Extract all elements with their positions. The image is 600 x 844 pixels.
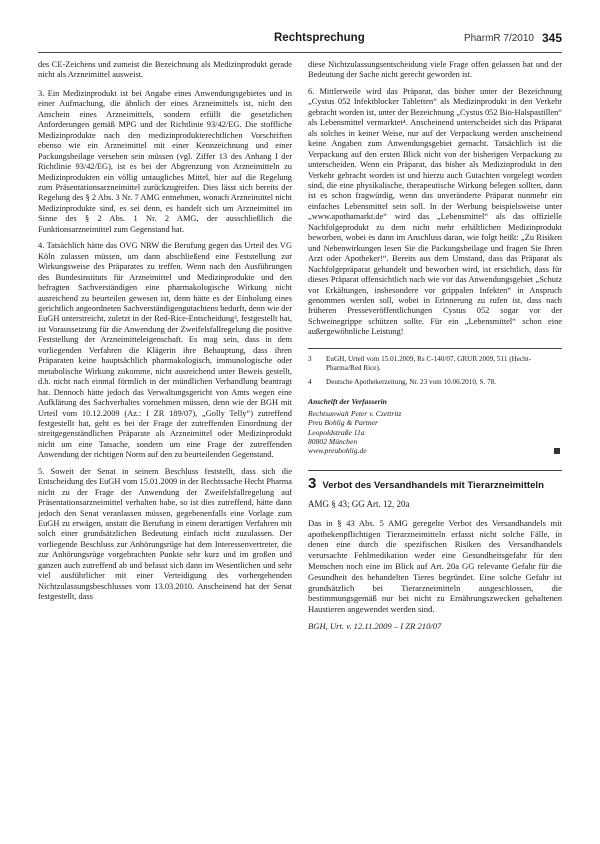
author-city: 80802 München	[308, 437, 358, 447]
author-firm: Preu Bohlig & Partner	[308, 418, 378, 428]
paragraph: diese Nichtzulassungsentscheidung viele Frage offen gelassen hat und der Bedeutung der Sache nicht gerecht geworden ist.	[308, 60, 562, 80]
page-number: 345	[541, 31, 562, 45]
author-street: Leopoldstraße 11a	[308, 427, 365, 437]
paragraph: 6. Mittlerweile wird das Präparat, das bisher unter der Bezeichnung „Cystus 052 Infektblocker Tabletten“ als Medizinprodukt in den Verkehr gebracht worden ist, unter der Bezeichnung „Cystus 052 Bio-Halspastillen“ als Lebensmittel vermarktet⁴. Anscheinend unterscheidet sich das Präparat als solches in keiner Weise, nur auf der Verpackung werden anscheinend keine Angaben zum Anwendungsgebiet gemacht. Tatsächlich ist die Verpackung auf den ersten Blick nicht von der bisherigen Verpackung zu unterscheiden. Wenn ein Präparat, das bisher als Medizinprodukt in den Verkehr gebracht worden ist und hierzu auch Gutachten vorgelegt worden sind, die eine physikalische, therapeutische Wirkung belegen sollten, dann ist es schon fragwürdig, wenn das unveränderte Präparat nunmehr ein einfaches Lebensmittel sein soll. In der Werbung beispielsweise unter „www.apothamarkt.de“ wird das „Lebensmittel“ als das offizielle Nachfolgeprodukt zu dem nicht mehr erhältlichen Medizinprodukt beworben, wobei es dann im Anschluss daran, wie folgt heißt: „Zu Risiken und Nebenwirkungen lesen Sie die Packungsbeilage und fragen Sie Ihren Arzt oder Apotheker!“. Bereits aus dem Umstand, dass das Präparat als Nachfolgepräparat gehandelt und beworben wird, ist ersichtlich, dass für dieses Präparat offensichtlich nach wie vor das Anwendungsgebiet „Schutz vor Erkältungen, insbesondere vor grippalen Infekten“ in Anspruch genommen werden soll, wobei in Erinnerung zu rufen ist, dass nach früheren Presseveröffentlichungen Cystus 052 sogar vor der Schweinegrippe schützen sollte. Für ein „Lebensmittel“ schon eine außergewöhnliche Leistung!	[308, 86, 562, 337]
article-number: 3	[308, 474, 317, 492]
paragraph: 3. Ein Medizinprodukt ist bei Angabe eines Anwendungsgebietes und in einer Aufmachung, die ähnlich der eines Arzneimittels ist, nicht den Anschein eines Arzneimittels, sondern erfüllt die gesetzlichen Anforderungen gemäß MPG und der Richtlinie 93/42/EG. Die stoffliche Medizinprodukte nach den medizinprodukterechtlichen Vorschriften ebenso wie ein Arzneimittel mit einer Kennzeichnung und einer Packungsbeilage versehen sein müssen (vgl. Ziffer 13 des Anhang I der Richtlinie 93/42/EG), ist es bei der Abgrenzung von Arzneimitteln zu Medizinprodukten ein völlig untaugliches Mittel, hier auf die Regelung zum Präsentationsarzneimittel zurückzugreifen. Dies lässt sich bereits der Regelung des § 2 Abs. 3 Nr. 7 AMG entnehmen, wonach Arzneimittel nicht Medizinprodukte sind, es sei denn, es handelt sich um Arzneimittel im Sinne des § 2 Abs. 1 Nr. 2 AMG, der ausschließlich die Funktionsarzneimittel zum Gegenstand hat.	[38, 88, 292, 234]
right-column	[308, 60, 562, 631]
article-heading	[308, 470, 562, 491]
journal-issue: PharmR 7/2010	[463, 33, 534, 44]
footnote-number: 3	[308, 354, 312, 363]
section-title: Rechtsprechung	[274, 32, 365, 44]
footnote	[308, 355, 562, 373]
author-website: www.preubohlig.de	[308, 446, 367, 456]
paragraph: 5. Soweit der Senat in seinem Beschluss feststellt, dass sich die Entscheidung des EuGH vom 15.01.2009 in der Rechtssache Hecht Pharma nicht zu der Frage der Anwendung der Zweifelsfallregelung auf Präsentationsarzneimittel verhalten habe, so ist dies zutreffend, hätte dann jedoch den Senat veranlassen müssen, gegebenenfalls eine Vorlage zum EuGH zu erwägen, anstatt die Berufung in einem derartigen Verfahren mit solch einer grundsätzlichen Bedeutung einfach nicht zuzulassen. Der vorliegende Beschluss zur Anhörungsrüge hat dem Interessenvertreter, die zur Anhörungsrüge vorgebrachten Punkte sehr kurz und im großen und ganzen auch zutreffend ab und befasst sich dann im Wesentlichen und sehr viel ausführlicher mit einer Verteidigung des vorhergehenden Nichtzulassungsbeschlusses vom 13.03.2010. Anscheinend hat der Senat festgestellt, dass	[38, 466, 292, 602]
footnote	[308, 378, 562, 387]
court-citation: BGH, Urt. v. 12.11.2009 – I ZR 210/07	[308, 620, 442, 631]
paragraph: des CE-Zeichens und zumeist die Bezeichnung als Medizinprodukt gerade nicht als Arzneimittel ausweist.	[38, 60, 292, 80]
footnotes	[308, 348, 562, 388]
left-column	[38, 60, 292, 609]
paragraph: 4. Tatsächlich hätte das OVG NRW die Berufung gegen das Urteil des VG Köln zulassen müssen, um dann abschließend eine Feststellung zur Wirkungsweise des Präparates zu treffen. Wenn nach den Ausführungen des Bundesinstituts für Arzneimittel und Medizinprodukte und den befragten Sachverständigen eine pharmakologische Wirkung nicht ausreichend zu beurteilen gewesen ist, denn hätte es der Einholung eines gerichtlich angeordneten Sachverständigengutachtens bedurft, denn wie der EuGH unterstreicht, zuletzt in der Red-Rice-Entscheidung³, festgestellt hat, ist Voraussetzung für die Anwendung der Zweifelsfallregelung die positive Feststellung der Arzneimitteleigenschaft. Es mag sein, dass in dem vorliegenden Verfahren die Klägerin ihre Behauptung, dass ihren Präparaten keine hauptsächlich pharmakologisch, immunologische oder metabolische Wirkung zukomme, nicht ausreichend unter Beweis gestellt, d.h. nicht nach einmal förmlich in der mündlichen Verhandlung beantragt hat. Dennoch hätte jedoch das Verwaltungsgericht von Amts wegen eine Aufklärung des Sachverhaltes vornehmen müssen, denn wie der BGH mit Urteil vom 10.12.2009 (Az.: I ZR 189/07), „Golly Telly“) zutreffend festgestellt hat, geht es bei der Frage der zutreffenden Einordnung der streitgegenständlichen Präparate als Arzneimittel oder Medizinprodukt nicht um eine Tatsache, sondern um eine Frage der zutreffenden Anwendung der richtigen Norm auf den zu beurteilenden Gegenstand.	[38, 241, 292, 460]
article-headnote: Das in § 43 Abs. 5 AMG geregelte Verbot des Versandhandels mit apothekenpflichtigen Tierarzneimitteln erfasst nicht solche Fälle, in denen eine durch die spezifischen Risiken des Versandhandels verursachte Fehlmedikation weder eine Gesundheitsgefahr für den Menschen noch eine im Blick auf Art. 20a GG relevante Gefahr für die Gesundheit des behandelten Tieres begründet. Eine solche Gefahr ist grundsätzlich bei Tierarzneimitteln ausgeschlossen, die bestimmungsgemäß nur bei nicht zu Ernährungszwecken gehaltenen Haustieren angewendet werden sind.	[308, 517, 562, 615]
page-header	[38, 28, 562, 53]
author-name: Rechtsanwalt Peter v. Czettritz	[308, 408, 402, 418]
end-marker-icon	[554, 448, 560, 454]
article-norms: AMG § 43; GG Art. 12, 20a	[308, 499, 410, 510]
footnote-text: Deutsche Apothekerzeitung, Nr. 23 vom 10.06.2010, S. 78.	[326, 378, 497, 387]
footnote-number: 4	[308, 378, 312, 387]
author-address	[308, 397, 562, 455]
author-label: Anschrift der Verfasserin	[308, 397, 387, 407]
footnote-text: EuGH, Urteil vom 15.01.2009, Rs C-140/07, GRUR 2009, 511 (Hecht-Pharma/Red Rice).	[326, 354, 532, 372]
article-title: Verbot des Versandhandels mit Tierarzneimitteln	[322, 479, 544, 491]
